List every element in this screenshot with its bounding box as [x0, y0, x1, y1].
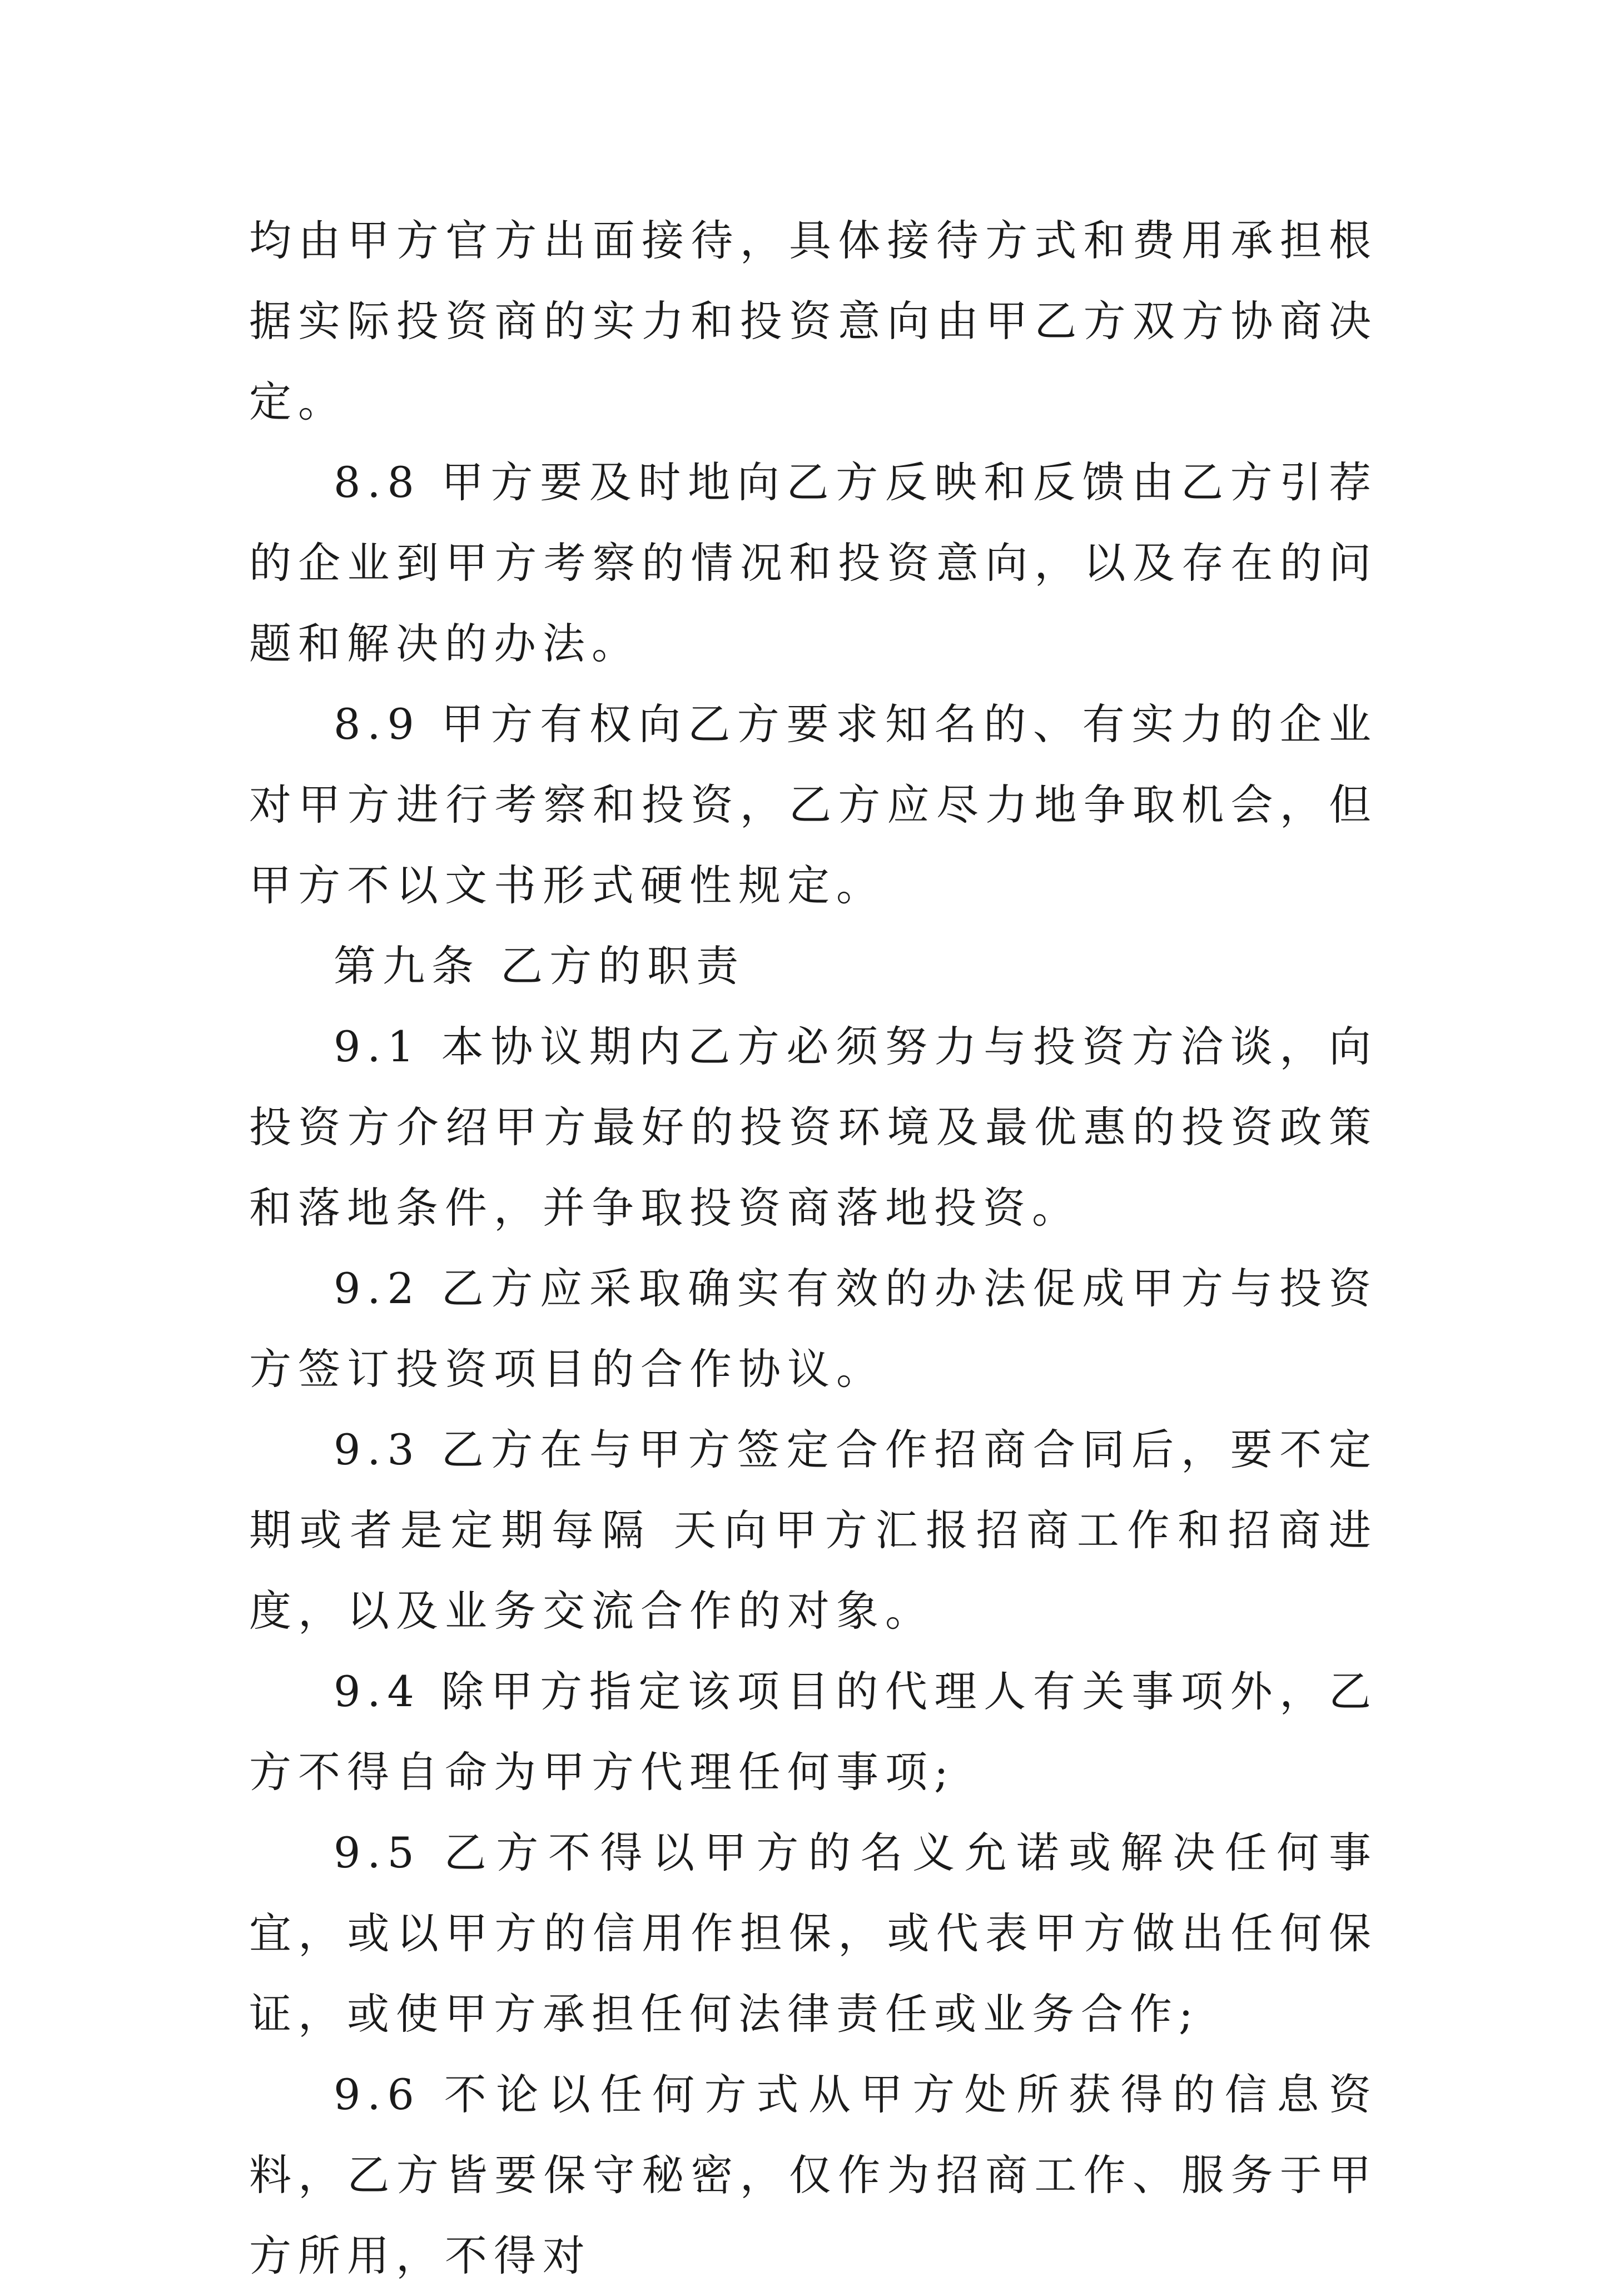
paragraph-9-1: 9.1 本协议期内乙方必须努力与投资方洽谈，向投资方介绍甲方最好的投资环境及最优惠的投资政策和落地条件，并争取投资商落地投资。	[249, 1022, 1378, 1233]
document-body	[249, 200, 1378, 2296]
paragraph-9-2: 9.2 乙方应采取确实有效的办法促成甲方与投资方签订投资项目的合作协议。	[249, 1264, 1378, 1394]
paragraph-9-5: 9.5 乙方不得以甲方的名义允诺或解决任何事宜，或以甲方的信用作担保，或代表甲方做出任何保证，或使甲方承担任何法律责任或业务合作;	[249, 1828, 1378, 2039]
paragraph-9-3: 9.3 乙方在与甲方签定合作招商合同后，要不定期或者是定期每隔 天向甲方汇报招商工作和招商进度，以及业务交流合作的对象。	[249, 1425, 1378, 1636]
paragraph-8-9: 8.9 甲方有权向乙方要求知名的、有实力的企业对甲方进行考察和投资，乙方应尽力地争取机会，但甲方不以文书形式硬性规定。	[249, 699, 1378, 910]
paragraph-8-8: 8.8 甲方要及时地向乙方反映和反馈由乙方引荐的企业到甲方考察的情况和投资意向，以及存在的问题和解决的办法。	[249, 458, 1378, 668]
paragraph-continuation: 均由甲方官方出面接待，具体接待方式和费用承担根据实际投资商的实力和投资意向由甲乙方双方协商决定。	[249, 216, 1378, 426]
paragraph-9-6: 9.6 不论以任何方式从甲方处所获得的信息资料，乙方皆要保守秘密，仅作为招商工作、服务于甲方所用，不得对	[249, 2070, 1378, 2280]
paragraph-9-4: 9.4 除甲方指定该项目的代理人有关事项外，乙方不得自命为甲方代理任何事项;	[249, 1667, 1378, 1797]
article-9-heading: 第九条 乙方的职责	[334, 941, 746, 991]
